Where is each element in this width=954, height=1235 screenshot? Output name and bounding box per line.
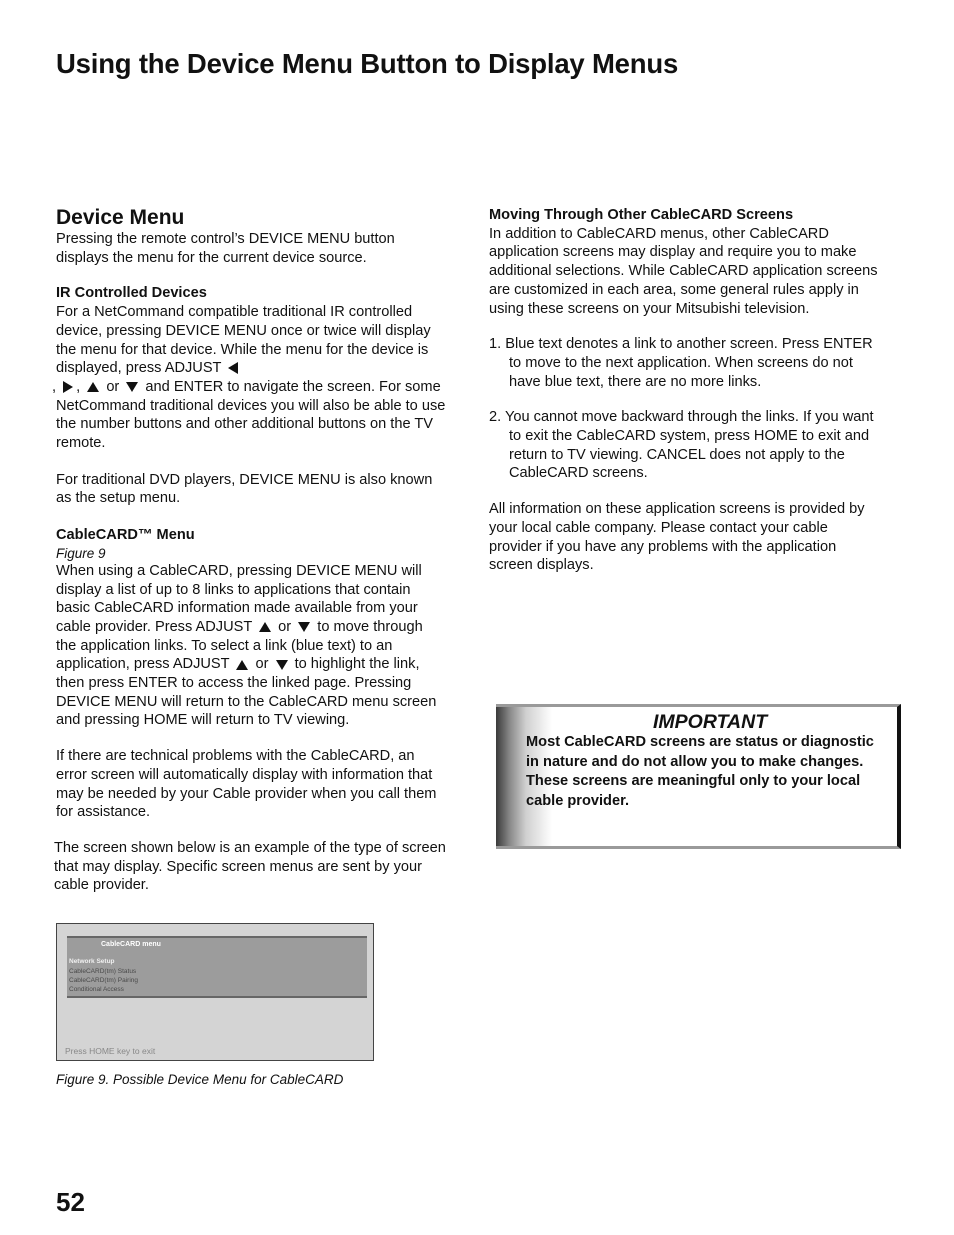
figure-menu-item: Network Setup bbox=[69, 958, 115, 965]
ir-devices-heading: IR Controlled Devices bbox=[56, 285, 207, 302]
or-word: or bbox=[106, 378, 120, 395]
cc-text-part3: to highlight the link, then press ENTER to access the linked page. Pressing DEVICE MENU will return to the CableCARD menu screen and pressing HOME will return to TV viewing. bbox=[56, 656, 437, 729]
important-text: Most CableCARD screens are status or diagnostic in nature and do not allow you to make changes. These screens are meaningful only to your local cable provider. bbox=[526, 734, 874, 809]
ir-devices-paragraph bbox=[52, 303, 446, 453]
comma: , bbox=[76, 378, 81, 395]
example-paragraph: The screen shown below is an example of the type of screen that may display. Specific screen menus are sent by your cable provider. bbox=[54, 839, 446, 894]
device-menu-intro: Pressing the remote control’s DEVICE MENU button displays the menu for the current device source. bbox=[56, 231, 395, 266]
cablecard-paragraph bbox=[56, 562, 446, 730]
figure-reference: Figure 9 bbox=[56, 545, 106, 561]
up-arrow-icon bbox=[87, 382, 99, 392]
figure-menu-item: CableCARD(tm) Pairing bbox=[69, 977, 138, 984]
left-column bbox=[52, 206, 446, 895]
or-word: or bbox=[278, 618, 292, 635]
dvd-paragraph: For traditional DVD players, DEVICE MENU is also known as the setup menu. bbox=[56, 471, 433, 507]
section-heading-device-menu: Device Menu bbox=[56, 206, 185, 229]
cablecard-menu-heading: CableCARD™ Menu bbox=[56, 527, 195, 544]
ir-text-part1: For a NetCommand compatible traditional IR controlled device, pressing DEVICE MENU once or twice will display the menu for that device. While the menu for the device is displayed, press ADJUST bbox=[56, 304, 431, 377]
important-title: IMPORTANT bbox=[653, 711, 768, 733]
moving-through-intro: In addition to CableCARD menus, other CableCARD application screens may display and require you to make additional selections. While CableCARD application screens are customized in each area, some general rules apply in using these screens on your Mitsubishi television. bbox=[489, 225, 878, 317]
right-column bbox=[489, 206, 881, 575]
rule-item-1: 1. Blue text denotes a link to another screen. Press ENTER to move to the next application. When screens do not have blue text, there are no more links. bbox=[489, 336, 873, 390]
left-arrow-icon bbox=[228, 362, 238, 374]
figure-menu-panel bbox=[67, 936, 367, 998]
important-notice-box bbox=[496, 704, 901, 849]
figure-menu-item: CableCARD(tm) Status bbox=[69, 968, 137, 975]
figure-caption: Figure 9. Possible Device Menu for CableCARD bbox=[56, 1072, 344, 1087]
up-arrow-icon bbox=[259, 622, 271, 632]
page-title: Using the Device Menu Button to Display Menus bbox=[56, 48, 679, 79]
cablecard-menu-figure bbox=[56, 923, 374, 1061]
down-arrow-icon bbox=[298, 622, 310, 632]
figure-menu-title: CableCARD menu bbox=[101, 941, 161, 948]
comma: , bbox=[52, 378, 57, 395]
moving-through-heading: Moving Through Other CableCARD Screens bbox=[489, 207, 794, 223]
right-arrow-icon bbox=[63, 381, 73, 393]
cc-text-part1: When using a CableCARD, pressing DEVICE MENU will display a list of up to 8 links to applications that contain basic CableCARD information made available from your cable provider. Press ADJUST bbox=[56, 562, 422, 635]
ir-text-part2: and ENTER to navigate the screen. For some NetCommand traditional devices you will also be able to use the number buttons and other additional buttons on the TV remote. bbox=[56, 378, 446, 452]
figure-menu-item: Conditional Access bbox=[69, 986, 124, 993]
cc-text-part2: to move through the application links. To select a link (blue text) to an application, press ADJUST bbox=[56, 618, 423, 673]
closing-paragraph: All information on these application screens is provided by your local cable company. Please contact your cable provider if you have any problems with the application screen displays. bbox=[489, 501, 865, 574]
rule-item-2: 2. You cannot move backward through the links. If you want to exit the CableCARD system, press HOME to exit and return to TV viewing. CANCEL does not apply to the CableCARD screens. bbox=[489, 409, 874, 482]
page-number: 52 bbox=[56, 1187, 85, 1217]
figure-footer-text: Press HOME key to exit bbox=[65, 1046, 156, 1056]
down-arrow-icon bbox=[126, 382, 138, 392]
or-word: or bbox=[255, 656, 269, 673]
up-arrow-icon bbox=[236, 660, 248, 670]
down-arrow-icon bbox=[276, 660, 288, 670]
error-paragraph: If there are technical problems with the CableCARD, an error screen will automatically display with information that may be needed by your Cable provider when you call them for assistance. bbox=[56, 748, 437, 821]
